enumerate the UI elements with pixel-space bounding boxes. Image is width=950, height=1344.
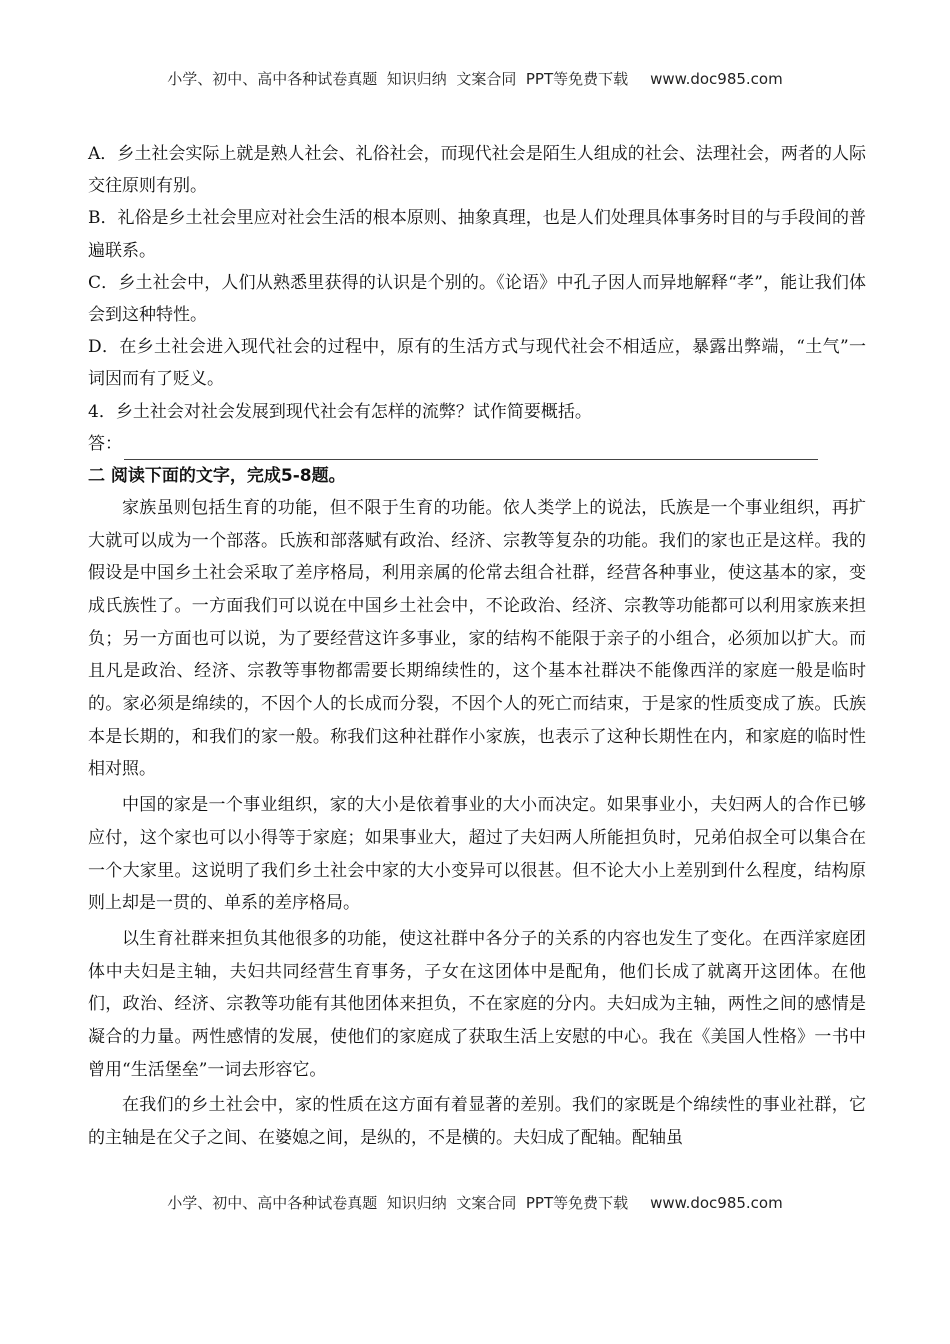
passage-paragraph: 在我们的乡土社会中，家的性质在这方面有着显著的差别。我们的家既是个绵续性的事业社群，它的主轴是在父子之间、在婆媳之间，是纵的，不是横的。夫妇成了配轴。配轴虽 bbox=[88, 1095, 866, 1149]
page-footer bbox=[0, 1192, 950, 1213]
question-4: 4．乡土社会对社会发展到现代社会有怎样的流弊？试作简要概括。 bbox=[88, 401, 592, 422]
option-b: B．礼俗是乡土社会里应对社会生活的根本原则、抽象真理，也是人们处理具体事务时目的与手段间的普遍联系。 bbox=[88, 208, 866, 261]
footer-text: 小学、初中、高中各种试卷真题 知识归纳 文案合同 PPT等免费下载 bbox=[167, 1194, 629, 1212]
document-body bbox=[88, 138, 866, 1158]
option-c: C．乡土社会中，人们从熟悉里获得的认识是个别的。《论语》中孔子因人而异地解释“孝”，能让我们体会到这种特性。 bbox=[88, 272, 866, 326]
passage-paragraph: 中国的家是一个事业组织，家的大小是依着事业的大小而决定。如果事业小，夫妇两人的合作已够应付，这个家也可以小得等于家庭；如果事业大，超过了夫妇两人所能担负时，兄弟伯叔全可以集合在一个大家里。这说明了我们乡土社会中家的大小变异可以很甚。但不论大小上差别到什么程度，结构原则上却是一贯的、单系的差序格局。 bbox=[88, 795, 866, 914]
header-text: 小学、初中、高中各种试卷真题 知识归纳 文案合同 PPT等免费下载 bbox=[167, 70, 629, 88]
section-title: 二 阅读下面的文字，完成5-8题。 bbox=[88, 465, 346, 486]
header-site-link[interactable]: www.doc985.com bbox=[650, 70, 783, 88]
footer-site-link[interactable]: www.doc985.com bbox=[650, 1194, 783, 1212]
option-d: D．在乡土社会进入现代社会的过程中，原有的生活方式与现代社会不相适应，暴露出弊端，“土气”一词因而有了贬义。 bbox=[88, 337, 866, 390]
answer-row bbox=[88, 428, 866, 460]
answer-blank-line[interactable] bbox=[124, 437, 818, 460]
option-a: A．乡土社会实际上就是熟人社会、礼俗社会，而现代社会是陌生人组成的社会、法理社会，两者的人际交往原则有别。 bbox=[88, 144, 866, 197]
page-header bbox=[0, 68, 950, 89]
passage-paragraph: 家族虽则包括生育的功能，但不限于生育的功能。依人类学上的说法，氏族是一个事业组织，再扩大就可以成为一个部落。氏族和部落赋有政治、经济、宗教等复杂的功能。我们的家也正是这样。我的假设是中国乡土社会采取了差序格局，利用亲属的伦常去组合社群，经营各种事业，使这基本的家，变成氏族性了。一方面我们可以说在中国乡土社会中，不论政治、经济、宗教等功能都可以利用家族来担负；另一方面也可以说，为了要经营这许多事业，家的结构不能限于亲子的小组合，必须加以扩大。而且凡是政治、经济、宗教等事物都需要长期绵续性的，这个基本社群决不能像西洋的家庭一般是临时的。家必须是绵续的，不因个人的长成而分裂，不因个人的死亡而结束，于是家的性质变成了族。氏族本是长期的，和我们的家一般。称我们这种社群作小家族，也表示了这种长期性在内，和家庭的临时性相对照。 bbox=[88, 497, 866, 780]
passage-paragraph: 以生育社群来担负其他很多的功能，使这社群中各分子的关系的内容也发生了变化。在西洋家庭团体中夫妇是主轴，夫妇共同经营生育事务，子女在这团体中是配角，他们长成了就离开这团体。在他们，政治、经济、宗教等功能有其他团体来担负，不在家庭的分内。夫妇成为主轴，两性之间的感情是凝合的力量。两性感情的发展，使他们的家庭成了获取生活上安慰的中心。我在《美国人性格》一书中曾用“生活堡垒”一词去形容它。 bbox=[88, 928, 866, 1080]
answer-label: 答： bbox=[88, 433, 122, 454]
